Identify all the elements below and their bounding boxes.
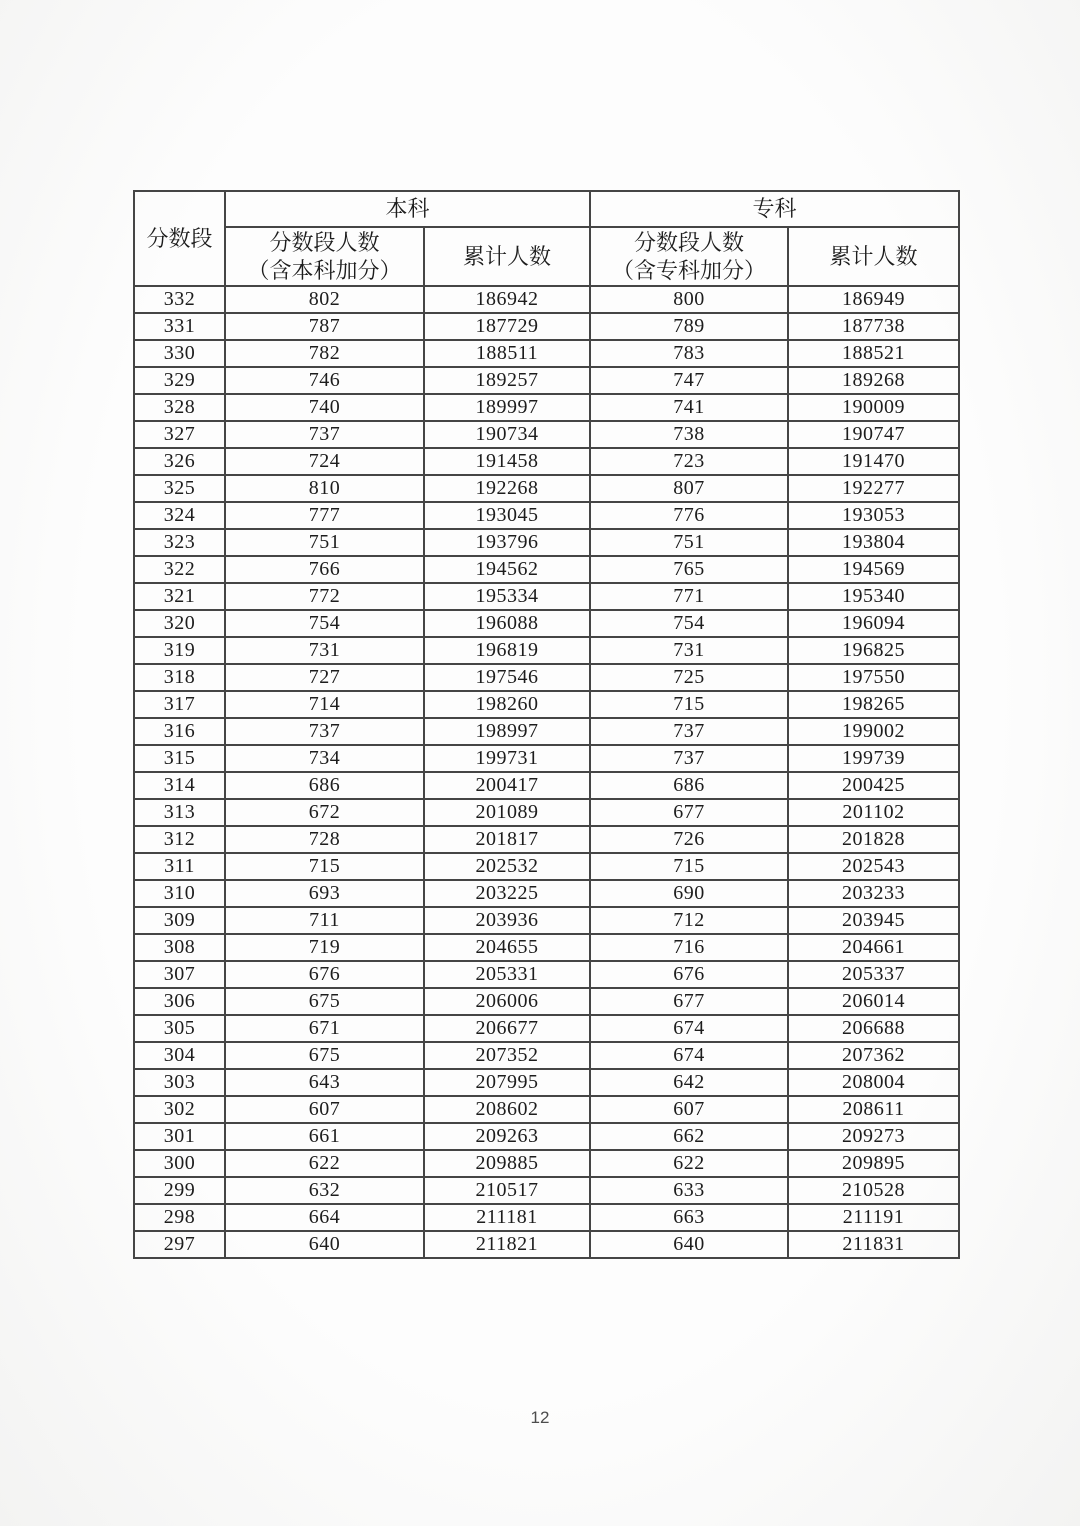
college-cumulative-cell: 207362	[788, 1042, 959, 1069]
score-segment-cell: 316	[134, 718, 225, 745]
header-college-count-line1: 分数段人数	[634, 230, 745, 255]
college-count-cell: 737	[590, 745, 788, 772]
undergrad-cumulative-cell: 203936	[424, 907, 590, 934]
table-row	[134, 1150, 959, 1177]
college-cumulative-cell: 201102	[788, 799, 959, 826]
table-row	[134, 1204, 959, 1231]
college-cumulative-cell: 204661	[788, 934, 959, 961]
college-cumulative-cell: 209895	[788, 1150, 959, 1177]
table-row	[134, 718, 959, 745]
college-cumulative-cell: 200425	[788, 772, 959, 799]
undergrad-cumulative-cell: 199731	[424, 745, 590, 772]
score-segment-cell: 328	[134, 394, 225, 421]
undergrad-cumulative-cell: 186942	[424, 286, 590, 313]
undergrad-count-cell: 661	[225, 1123, 424, 1150]
table-row	[134, 1231, 959, 1258]
undergrad-cumulative-cell: 201817	[424, 826, 590, 853]
undergrad-cumulative-cell: 200417	[424, 772, 590, 799]
score-segment-cell: 309	[134, 907, 225, 934]
college-count-cell: 765	[590, 556, 788, 583]
college-count-cell: 674	[590, 1042, 788, 1069]
undergrad-count-cell: 810	[225, 475, 424, 502]
undergrad-cumulative-cell: 189997	[424, 394, 590, 421]
undergrad-count-cell: 676	[225, 961, 424, 988]
score-segment-table	[133, 190, 960, 1259]
undergrad-cumulative-cell: 204655	[424, 934, 590, 961]
college-cumulative-cell: 206688	[788, 1015, 959, 1042]
undergrad-count-cell: 675	[225, 988, 424, 1015]
college-cumulative-cell: 196825	[788, 637, 959, 664]
undergrad-count-cell: 787	[225, 313, 424, 340]
college-cumulative-cell: 193053	[788, 502, 959, 529]
undergrad-cumulative-cell: 193045	[424, 502, 590, 529]
score-segment-cell: 307	[134, 961, 225, 988]
college-count-cell: 726	[590, 826, 788, 853]
college-count-cell: 674	[590, 1015, 788, 1042]
college-cumulative-cell: 195340	[788, 583, 959, 610]
undergrad-cumulative-cell: 188511	[424, 340, 590, 367]
table-row	[134, 826, 959, 853]
header-college-group: 专科	[590, 191, 959, 227]
table-row	[134, 799, 959, 826]
score-segment-cell: 315	[134, 745, 225, 772]
college-count-cell: 715	[590, 853, 788, 880]
score-segment-cell: 305	[134, 1015, 225, 1042]
score-segment-cell: 300	[134, 1150, 225, 1177]
undergrad-cumulative-cell: 193796	[424, 529, 590, 556]
college-count-cell: 677	[590, 799, 788, 826]
table-row	[134, 961, 959, 988]
undergrad-cumulative-cell: 208602	[424, 1096, 590, 1123]
header-undergrad-count	[225, 227, 424, 286]
table-body	[134, 286, 959, 1258]
score-segment-cell: 318	[134, 664, 225, 691]
undergrad-count-cell: 737	[225, 718, 424, 745]
undergrad-count-cell: 719	[225, 934, 424, 961]
score-segment-cell: 302	[134, 1096, 225, 1123]
undergrad-count-cell: 731	[225, 637, 424, 664]
college-count-cell: 737	[590, 718, 788, 745]
undergrad-cumulative-cell: 211821	[424, 1231, 590, 1258]
college-cumulative-cell: 205337	[788, 961, 959, 988]
undergrad-count-cell: 671	[225, 1015, 424, 1042]
score-segment-cell: 297	[134, 1231, 225, 1258]
college-cumulative-cell: 198265	[788, 691, 959, 718]
header-sub-row	[134, 227, 959, 286]
college-count-cell: 715	[590, 691, 788, 718]
college-cumulative-cell: 203233	[788, 880, 959, 907]
table-row	[134, 421, 959, 448]
score-segment-cell: 298	[134, 1204, 225, 1231]
undergrad-cumulative-cell: 198260	[424, 691, 590, 718]
undergrad-cumulative-cell: 201089	[424, 799, 590, 826]
score-segment-cell: 310	[134, 880, 225, 907]
undergrad-cumulative-cell: 206006	[424, 988, 590, 1015]
table-row	[134, 394, 959, 421]
undergrad-cumulative-cell: 207995	[424, 1069, 590, 1096]
college-cumulative-cell: 208004	[788, 1069, 959, 1096]
table-row	[134, 880, 959, 907]
undergrad-count-cell: 737	[225, 421, 424, 448]
undergrad-count-cell: 632	[225, 1177, 424, 1204]
undergrad-count-cell: 622	[225, 1150, 424, 1177]
college-count-cell: 677	[590, 988, 788, 1015]
college-count-cell: 676	[590, 961, 788, 988]
undergrad-count-cell: 754	[225, 610, 424, 637]
table-row	[134, 907, 959, 934]
college-count-cell: 789	[590, 313, 788, 340]
undergrad-cumulative-cell: 203225	[424, 880, 590, 907]
college-count-cell: 731	[590, 637, 788, 664]
college-cumulative-cell: 211191	[788, 1204, 959, 1231]
college-cumulative-cell: 191470	[788, 448, 959, 475]
undergrad-count-cell: 740	[225, 394, 424, 421]
score-segment-cell: 325	[134, 475, 225, 502]
college-count-cell: 716	[590, 934, 788, 961]
undergrad-cumulative-cell: 209263	[424, 1123, 590, 1150]
college-count-cell: 642	[590, 1069, 788, 1096]
undergrad-cumulative-cell: 211181	[424, 1204, 590, 1231]
table-row	[134, 556, 959, 583]
undergrad-cumulative-cell: 198997	[424, 718, 590, 745]
college-count-cell: 776	[590, 502, 788, 529]
college-count-cell: 754	[590, 610, 788, 637]
college-cumulative-cell: 208611	[788, 1096, 959, 1123]
college-cumulative-cell: 209273	[788, 1123, 959, 1150]
college-count-cell: 751	[590, 529, 788, 556]
college-count-cell: 738	[590, 421, 788, 448]
college-count-cell: 807	[590, 475, 788, 502]
college-cumulative-cell: 202543	[788, 853, 959, 880]
score-segment-cell: 312	[134, 826, 225, 853]
undergrad-cumulative-cell: 197546	[424, 664, 590, 691]
college-count-cell: 771	[590, 583, 788, 610]
college-count-cell: 723	[590, 448, 788, 475]
college-cumulative-cell: 187738	[788, 313, 959, 340]
undergrad-count-cell: 675	[225, 1042, 424, 1069]
undergrad-cumulative-cell: 196819	[424, 637, 590, 664]
header-college-count	[590, 227, 788, 286]
undergrad-count-cell: 714	[225, 691, 424, 718]
header-college-count-line2: （含专科加分）	[612, 257, 767, 283]
college-cumulative-cell: 190009	[788, 394, 959, 421]
score-segment-cell: 323	[134, 529, 225, 556]
table-row	[134, 664, 959, 691]
undergrad-count-cell: 640	[225, 1231, 424, 1258]
undergrad-count-cell: 711	[225, 907, 424, 934]
score-segment-cell: 330	[134, 340, 225, 367]
undergrad-count-cell: 802	[225, 286, 424, 313]
college-cumulative-cell: 186949	[788, 286, 959, 313]
undergrad-cumulative-cell: 195334	[424, 583, 590, 610]
table-row	[134, 853, 959, 880]
undergrad-count-cell: 693	[225, 880, 424, 907]
score-segment-cell: 327	[134, 421, 225, 448]
table-row	[134, 475, 959, 502]
college-count-cell: 607	[590, 1096, 788, 1123]
undergrad-cumulative-cell: 192268	[424, 475, 590, 502]
college-cumulative-cell: 199002	[788, 718, 959, 745]
undergrad-count-cell: 772	[225, 583, 424, 610]
college-count-cell: 783	[590, 340, 788, 367]
college-cumulative-cell: 199739	[788, 745, 959, 772]
undergrad-count-cell: 782	[225, 340, 424, 367]
undergrad-cumulative-cell: 190734	[424, 421, 590, 448]
table-row	[134, 637, 959, 664]
undergrad-cumulative-cell: 196088	[424, 610, 590, 637]
college-cumulative-cell: 201828	[788, 826, 959, 853]
college-count-cell: 712	[590, 907, 788, 934]
college-count-cell: 686	[590, 772, 788, 799]
undergrad-count-cell: 672	[225, 799, 424, 826]
score-segment-cell: 331	[134, 313, 225, 340]
undergrad-cumulative-cell: 189257	[424, 367, 590, 394]
undergrad-count-cell: 664	[225, 1204, 424, 1231]
undergrad-cumulative-cell: 187729	[424, 313, 590, 340]
undergrad-cumulative-cell: 207352	[424, 1042, 590, 1069]
college-count-cell: 663	[590, 1204, 788, 1231]
undergrad-count-cell: 715	[225, 853, 424, 880]
college-cumulative-cell: 190747	[788, 421, 959, 448]
undergrad-count-cell: 643	[225, 1069, 424, 1096]
table-row	[134, 340, 959, 367]
undergrad-cumulative-cell: 205331	[424, 961, 590, 988]
undergrad-count-cell: 766	[225, 556, 424, 583]
undergrad-count-cell: 728	[225, 826, 424, 853]
undergrad-count-cell: 777	[225, 502, 424, 529]
header-group-row	[134, 191, 959, 227]
score-segment-cell: 326	[134, 448, 225, 475]
college-count-cell: 633	[590, 1177, 788, 1204]
college-count-cell: 640	[590, 1231, 788, 1258]
college-cumulative-cell: 193804	[788, 529, 959, 556]
table-row	[134, 529, 959, 556]
header-undergrad-group: 本科	[225, 191, 590, 227]
undergrad-cumulative-cell: 209885	[424, 1150, 590, 1177]
college-cumulative-cell: 192277	[788, 475, 959, 502]
header-undergrad-count-line1: 分数段人数	[269, 230, 380, 255]
college-count-cell: 662	[590, 1123, 788, 1150]
table-row	[134, 1177, 959, 1204]
table-row	[134, 1096, 959, 1123]
table-row	[134, 1042, 959, 1069]
table-row	[134, 1069, 959, 1096]
college-count-cell: 741	[590, 394, 788, 421]
undergrad-count-cell: 607	[225, 1096, 424, 1123]
college-cumulative-cell: 194569	[788, 556, 959, 583]
table-row	[134, 367, 959, 394]
score-segment-cell: 303	[134, 1069, 225, 1096]
college-cumulative-cell: 206014	[788, 988, 959, 1015]
table-row	[134, 745, 959, 772]
table-row	[134, 448, 959, 475]
college-cumulative-cell: 210528	[788, 1177, 959, 1204]
college-cumulative-cell: 196094	[788, 610, 959, 637]
college-count-cell: 725	[590, 664, 788, 691]
header-score-segment: 分数段	[134, 191, 225, 286]
score-segment-cell: 317	[134, 691, 225, 718]
table-row	[134, 1123, 959, 1150]
undergrad-cumulative-cell: 194562	[424, 556, 590, 583]
score-segment-cell: 306	[134, 988, 225, 1015]
table-row	[134, 502, 959, 529]
undergrad-count-cell: 727	[225, 664, 424, 691]
table-row	[134, 772, 959, 799]
table-row	[134, 583, 959, 610]
score-segment-cell: 314	[134, 772, 225, 799]
table-row	[134, 988, 959, 1015]
score-segment-cell: 313	[134, 799, 225, 826]
college-count-cell: 622	[590, 1150, 788, 1177]
undergrad-cumulative-cell: 206677	[424, 1015, 590, 1042]
table-row	[134, 286, 959, 313]
score-segment-cell: 301	[134, 1123, 225, 1150]
table-header	[134, 191, 959, 286]
undergrad-cumulative-cell: 191458	[424, 448, 590, 475]
score-segment-cell: 308	[134, 934, 225, 961]
header-college-cumulative: 累计人数	[788, 227, 959, 286]
college-cumulative-cell: 211831	[788, 1231, 959, 1258]
score-segment-cell: 320	[134, 610, 225, 637]
page-number: 12	[530, 1408, 550, 1427]
college-cumulative-cell: 203945	[788, 907, 959, 934]
score-segment-cell: 321	[134, 583, 225, 610]
table-row	[134, 1015, 959, 1042]
undergrad-count-cell: 751	[225, 529, 424, 556]
table-row	[134, 691, 959, 718]
score-segment-cell: 299	[134, 1177, 225, 1204]
college-count-cell: 747	[590, 367, 788, 394]
college-cumulative-cell: 188521	[788, 340, 959, 367]
table-row	[134, 313, 959, 340]
score-segment-cell: 319	[134, 637, 225, 664]
header-undergrad-count-line2: （含本科加分）	[247, 257, 402, 283]
score-segment-cell: 332	[134, 286, 225, 313]
undergrad-count-cell: 746	[225, 367, 424, 394]
undergrad-cumulative-cell: 210517	[424, 1177, 590, 1204]
score-segment-cell: 322	[134, 556, 225, 583]
score-segment-cell: 311	[134, 853, 225, 880]
college-cumulative-cell: 189268	[788, 367, 959, 394]
score-segment-cell: 304	[134, 1042, 225, 1069]
college-count-cell: 800	[590, 286, 788, 313]
college-count-cell: 690	[590, 880, 788, 907]
table-row	[134, 934, 959, 961]
table-row	[134, 610, 959, 637]
undergrad-count-cell: 686	[225, 772, 424, 799]
score-segment-cell: 324	[134, 502, 225, 529]
header-undergrad-cumulative: 累计人数	[424, 227, 590, 286]
score-segment-cell: 329	[134, 367, 225, 394]
college-cumulative-cell: 197550	[788, 664, 959, 691]
undergrad-cumulative-cell: 202532	[424, 853, 590, 880]
undergrad-count-cell: 724	[225, 448, 424, 475]
undergrad-count-cell: 734	[225, 745, 424, 772]
